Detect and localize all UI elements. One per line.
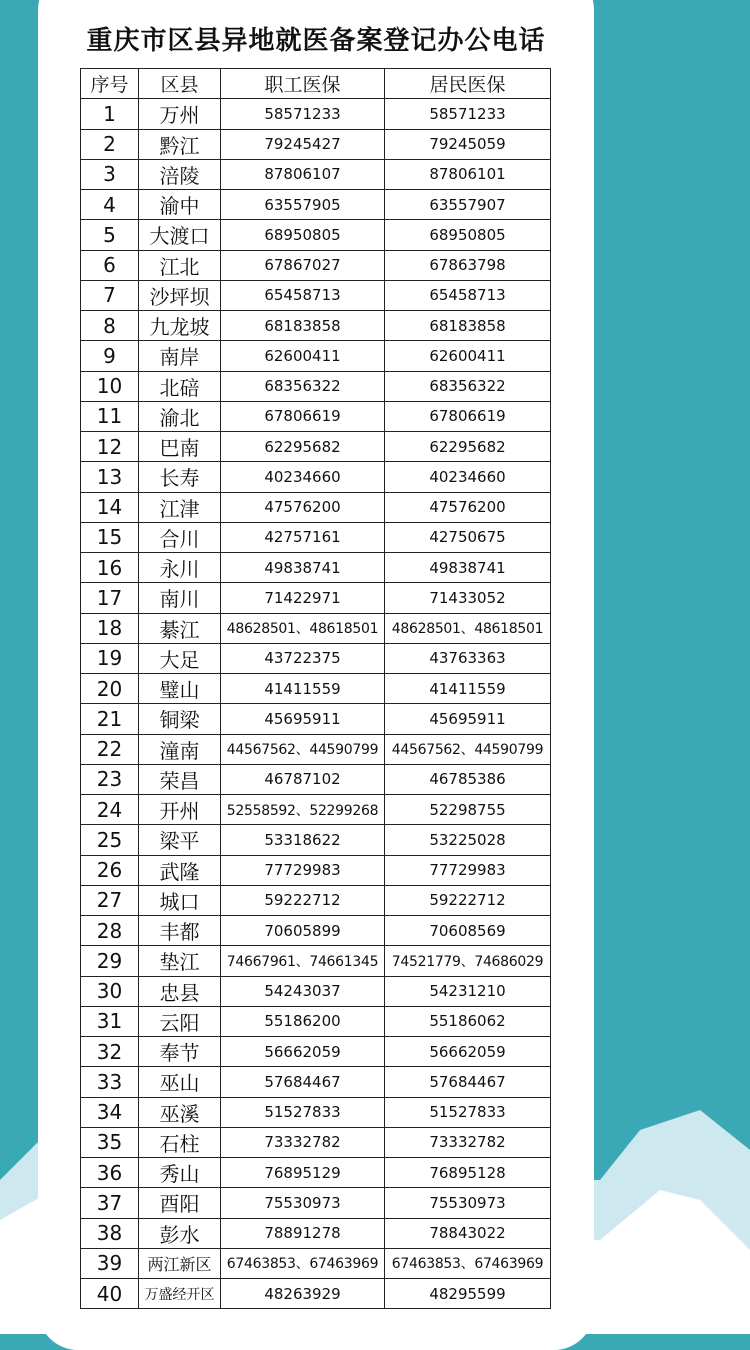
row-employee-phone: 76895129 xyxy=(221,1158,385,1188)
row-number: 40 xyxy=(81,1279,139,1309)
table-row xyxy=(81,1037,551,1067)
row-resident-phone: 48295599 xyxy=(385,1279,551,1309)
row-number: 16 xyxy=(81,553,139,583)
row-district: 江北 xyxy=(139,250,221,280)
row-employee-phone: 65458713 xyxy=(221,280,385,310)
row-employee-phone: 49838741 xyxy=(221,553,385,583)
row-employee-phone: 68950805 xyxy=(221,220,385,250)
row-employee-phone: 68183858 xyxy=(221,311,385,341)
row-resident-phone: 54231210 xyxy=(385,976,551,1006)
row-resident-phone: 62295682 xyxy=(385,432,551,462)
table-row xyxy=(81,1097,551,1127)
row-number: 1 xyxy=(81,99,139,129)
row-district: 渝中 xyxy=(139,190,221,220)
row-number: 27 xyxy=(81,885,139,915)
table-row xyxy=(81,885,551,915)
table-header-row xyxy=(81,69,551,99)
row-district: 秀山 xyxy=(139,1158,221,1188)
row-resident-phone: 55186062 xyxy=(385,1006,551,1036)
row-district: 酉阳 xyxy=(139,1188,221,1218)
row-number: 21 xyxy=(81,704,139,734)
row-resident-phone: 87806101 xyxy=(385,159,551,189)
row-employee-phone: 79245427 xyxy=(221,129,385,159)
row-resident-phone: 75530973 xyxy=(385,1188,551,1218)
row-resident-phone: 46785386 xyxy=(385,764,551,794)
row-district: 大足 xyxy=(139,643,221,673)
row-resident-phone: 76895128 xyxy=(385,1158,551,1188)
table-row xyxy=(81,1188,551,1218)
row-resident-phone: 71433052 xyxy=(385,583,551,613)
row-district: 万盛经开区 xyxy=(139,1279,221,1309)
table-row xyxy=(81,280,551,310)
table-row xyxy=(81,190,551,220)
table-row xyxy=(81,1067,551,1097)
table-row xyxy=(81,462,551,492)
table-row xyxy=(81,220,551,250)
row-district: 潼南 xyxy=(139,734,221,764)
row-number: 2 xyxy=(81,129,139,159)
row-resident-phone: 56662059 xyxy=(385,1037,551,1067)
row-number: 26 xyxy=(81,855,139,885)
row-resident-phone: 45695911 xyxy=(385,704,551,734)
row-district: 奉节 xyxy=(139,1037,221,1067)
table-row xyxy=(81,674,551,704)
table-row xyxy=(81,795,551,825)
row-employee-phone: 74667961、74661345 xyxy=(221,946,385,976)
table-row xyxy=(81,311,551,341)
table-row xyxy=(81,1158,551,1188)
row-number: 5 xyxy=(81,220,139,250)
header-resident-insurance: 居民医保 xyxy=(385,69,551,99)
row-resident-phone: 68356322 xyxy=(385,371,551,401)
row-resident-phone: 74521779、74686029 xyxy=(385,946,551,976)
row-employee-phone: 48628501、48618501 xyxy=(221,613,385,643)
row-employee-phone: 46787102 xyxy=(221,764,385,794)
row-resident-phone: 68950805 xyxy=(385,220,551,250)
phone-table xyxy=(80,68,551,1309)
row-employee-phone: 43722375 xyxy=(221,643,385,673)
row-number: 29 xyxy=(81,946,139,976)
table-row xyxy=(81,553,551,583)
table-row xyxy=(81,613,551,643)
header-employee-insurance: 职工医保 xyxy=(221,69,385,99)
row-resident-phone: 52298755 xyxy=(385,795,551,825)
table-row xyxy=(81,1248,551,1278)
row-employee-phone: 67463853、67463969 xyxy=(221,1248,385,1278)
row-resident-phone: 77729983 xyxy=(385,855,551,885)
row-district: 永川 xyxy=(139,553,221,583)
table-row xyxy=(81,1279,551,1309)
table-row xyxy=(81,159,551,189)
row-resident-phone: 68183858 xyxy=(385,311,551,341)
row-resident-phone: 51527833 xyxy=(385,1097,551,1127)
table-row xyxy=(81,1127,551,1157)
row-number: 22 xyxy=(81,734,139,764)
row-resident-phone: 59222712 xyxy=(385,885,551,915)
row-district: 大渡口 xyxy=(139,220,221,250)
row-resident-phone: 67863798 xyxy=(385,250,551,280)
row-resident-phone: 78843022 xyxy=(385,1218,551,1248)
row-employee-phone: 41411559 xyxy=(221,674,385,704)
row-number: 12 xyxy=(81,432,139,462)
row-number: 17 xyxy=(81,583,139,613)
row-district: 开州 xyxy=(139,795,221,825)
row-employee-phone: 52558592、52299268 xyxy=(221,795,385,825)
row-district: 合川 xyxy=(139,522,221,552)
row-number: 38 xyxy=(81,1218,139,1248)
table-row xyxy=(81,764,551,794)
row-resident-phone: 70608569 xyxy=(385,916,551,946)
row-number: 6 xyxy=(81,250,139,280)
table-row xyxy=(81,946,551,976)
row-resident-phone: 57684467 xyxy=(385,1067,551,1097)
row-employee-phone: 62600411 xyxy=(221,341,385,371)
row-number: 13 xyxy=(81,462,139,492)
row-district: 巫山 xyxy=(139,1067,221,1097)
row-resident-phone: 44567562、44590799 xyxy=(385,734,551,764)
table-row xyxy=(81,432,551,462)
row-district: 城口 xyxy=(139,885,221,915)
row-district: 涪陵 xyxy=(139,159,221,189)
row-district: 巴南 xyxy=(139,432,221,462)
table-row xyxy=(81,129,551,159)
row-resident-phone: 49838741 xyxy=(385,553,551,583)
row-number: 3 xyxy=(81,159,139,189)
row-employee-phone: 57684467 xyxy=(221,1067,385,1097)
row-number: 35 xyxy=(81,1127,139,1157)
page-title: 重庆市区县异地就医备案登记办公电话 xyxy=(86,26,546,56)
row-number: 15 xyxy=(81,522,139,552)
row-district: 黔江 xyxy=(139,129,221,159)
row-employee-phone: 87806107 xyxy=(221,159,385,189)
row-district: 石柱 xyxy=(139,1127,221,1157)
row-resident-phone: 53225028 xyxy=(385,825,551,855)
table-row xyxy=(81,855,551,885)
row-district: 九龙坡 xyxy=(139,311,221,341)
row-employee-phone: 67867027 xyxy=(221,250,385,280)
table-row xyxy=(81,522,551,552)
row-employee-phone: 47576200 xyxy=(221,492,385,522)
row-resident-phone: 42750675 xyxy=(385,522,551,552)
row-number: 33 xyxy=(81,1067,139,1097)
row-district: 云阳 xyxy=(139,1006,221,1036)
row-employee-phone: 44567562、44590799 xyxy=(221,734,385,764)
row-resident-phone: 67463853、67463969 xyxy=(385,1248,551,1278)
row-district: 长寿 xyxy=(139,462,221,492)
row-employee-phone: 63557905 xyxy=(221,190,385,220)
row-employee-phone: 77729983 xyxy=(221,855,385,885)
row-number: 31 xyxy=(81,1006,139,1036)
header-no: 序号 xyxy=(81,69,139,99)
row-employee-phone: 42757161 xyxy=(221,522,385,552)
row-resident-phone: 62600411 xyxy=(385,341,551,371)
row-employee-phone: 48263929 xyxy=(221,1279,385,1309)
row-number: 4 xyxy=(81,190,139,220)
row-district: 梁平 xyxy=(139,825,221,855)
row-number: 20 xyxy=(81,674,139,704)
row-number: 30 xyxy=(81,976,139,1006)
row-number: 11 xyxy=(81,401,139,431)
row-employee-phone: 54243037 xyxy=(221,976,385,1006)
row-district: 渝北 xyxy=(139,401,221,431)
table-row xyxy=(81,401,551,431)
row-number: 23 xyxy=(81,764,139,794)
row-number: 39 xyxy=(81,1248,139,1278)
row-employee-phone: 56662059 xyxy=(221,1037,385,1067)
row-district: 綦江 xyxy=(139,613,221,643)
table-row xyxy=(81,916,551,946)
table-row xyxy=(81,976,551,1006)
row-employee-phone: 70605899 xyxy=(221,916,385,946)
table-row xyxy=(81,643,551,673)
row-employee-phone: 78891278 xyxy=(221,1218,385,1248)
row-district: 沙坪坝 xyxy=(139,280,221,310)
row-number: 9 xyxy=(81,341,139,371)
row-employee-phone: 75530973 xyxy=(221,1188,385,1218)
row-employee-phone: 45695911 xyxy=(221,704,385,734)
row-district: 垫江 xyxy=(139,946,221,976)
row-district: 巫溪 xyxy=(139,1097,221,1127)
table-row xyxy=(81,583,551,613)
row-district: 忠县 xyxy=(139,976,221,1006)
table-row xyxy=(81,250,551,280)
row-district: 北碚 xyxy=(139,371,221,401)
table-row xyxy=(81,704,551,734)
row-resident-phone: 48628501、48618501 xyxy=(385,613,551,643)
row-number: 10 xyxy=(81,371,139,401)
row-resident-phone: 47576200 xyxy=(385,492,551,522)
table-row xyxy=(81,492,551,522)
row-number: 34 xyxy=(81,1097,139,1127)
row-district: 铜梁 xyxy=(139,704,221,734)
row-resident-phone: 65458713 xyxy=(385,280,551,310)
row-number: 37 xyxy=(81,1188,139,1218)
row-resident-phone: 63557907 xyxy=(385,190,551,220)
row-number: 25 xyxy=(81,825,139,855)
row-employee-phone: 55186200 xyxy=(221,1006,385,1036)
row-number: 32 xyxy=(81,1037,139,1067)
row-resident-phone: 41411559 xyxy=(385,674,551,704)
row-number: 14 xyxy=(81,492,139,522)
row-number: 24 xyxy=(81,795,139,825)
row-number: 8 xyxy=(81,311,139,341)
table-row xyxy=(81,371,551,401)
row-resident-phone: 58571233 xyxy=(385,99,551,129)
row-number: 18 xyxy=(81,613,139,643)
row-number: 36 xyxy=(81,1158,139,1188)
row-resident-phone: 73332782 xyxy=(385,1127,551,1157)
row-employee-phone: 40234660 xyxy=(221,462,385,492)
row-district: 万州 xyxy=(139,99,221,129)
table-row xyxy=(81,341,551,371)
row-employee-phone: 73332782 xyxy=(221,1127,385,1157)
row-district: 江津 xyxy=(139,492,221,522)
row-district: 南岸 xyxy=(139,341,221,371)
table-row xyxy=(81,99,551,129)
row-employee-phone: 68356322 xyxy=(221,371,385,401)
row-district: 两江新区 xyxy=(139,1248,221,1278)
table-row xyxy=(81,1218,551,1248)
row-resident-phone: 40234660 xyxy=(385,462,551,492)
table-row xyxy=(81,825,551,855)
row-district: 南川 xyxy=(139,583,221,613)
row-district: 武隆 xyxy=(139,855,221,885)
header-district: 区县 xyxy=(139,69,221,99)
row-employee-phone: 51527833 xyxy=(221,1097,385,1127)
table-row xyxy=(81,1006,551,1036)
row-number: 28 xyxy=(81,916,139,946)
row-employee-phone: 71422971 xyxy=(221,583,385,613)
row-district: 丰都 xyxy=(139,916,221,946)
row-employee-phone: 67806619 xyxy=(221,401,385,431)
row-resident-phone: 43763363 xyxy=(385,643,551,673)
row-district: 璧山 xyxy=(139,674,221,704)
row-number: 7 xyxy=(81,280,139,310)
row-resident-phone: 67806619 xyxy=(385,401,551,431)
row-number: 19 xyxy=(81,643,139,673)
row-employee-phone: 53318622 xyxy=(221,825,385,855)
row-employee-phone: 58571233 xyxy=(221,99,385,129)
row-district: 彭水 xyxy=(139,1218,221,1248)
table-row xyxy=(81,734,551,764)
row-resident-phone: 79245059 xyxy=(385,129,551,159)
row-district: 荣昌 xyxy=(139,764,221,794)
row-employee-phone: 59222712 xyxy=(221,885,385,915)
row-employee-phone: 62295682 xyxy=(221,432,385,462)
